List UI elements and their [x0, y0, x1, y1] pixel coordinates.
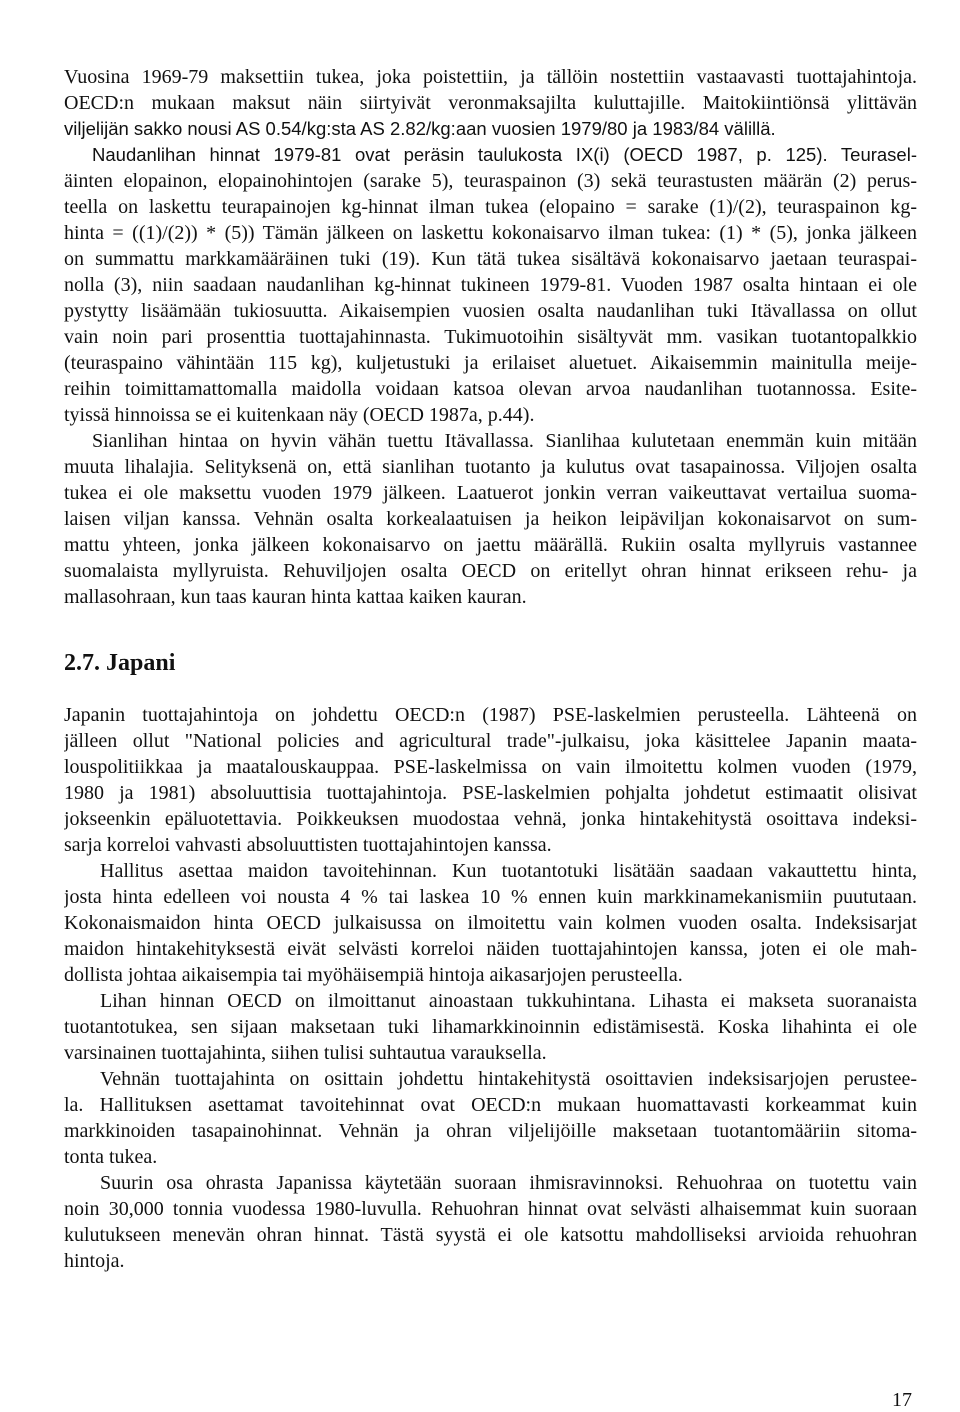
text-line: dollista johtaa aikaisempia tai myöhäisempiä hintoja aikasarjojen perusteella. [64, 964, 683, 986]
text-line: Japanin tuottajahintoja on johdettu OECD:n (1987) PSE-laskelmien perusteella. Lähteenä on [64, 704, 917, 726]
text-line: hinta = ((1)/(2)) * (5)) Tämän jälkeen on laskettu kokonaisarvo ilman tukea: (1) * (5), jonka jälkeen [64, 222, 917, 244]
text-line: la. Hallituksen asettamat tavoitehinnat ovat OECD:n mukaan huomattavasti korkeammat kuin [64, 1094, 917, 1116]
text-line: tyissä hinnoissa se ei kuitenkaan näy (OECD 1987a, p.44). [64, 404, 535, 426]
text-line: kulutukseen menevän ohran hinnat. Tästä syystä ei ole katsottu mahdolliseksi arvioida rehuohran [64, 1224, 917, 1246]
text-line: vain noin pari prosenttia tuottajahinnasta. Tukimuotoihin sisältyvät mm. vasikan tuotantopalkkio [64, 326, 917, 348]
text-line: sarja korreloi vahvasti absoluuttisten tuottajahintojen kanssa. [64, 834, 552, 856]
text-line: 1980 ja 1981) absoluuttisia tuottajahintoja. PSE-laskelmien pohjalta johdetut estimaatit olisivat [64, 782, 917, 804]
text-line: nolla (3), niin saadaan naudanlihan kg-hinnat tukineen 1979-81. Vuoden 1987 osalta hintaan ei ole [64, 274, 917, 296]
text-line: Lihan hinnan OECD on ilmoittanut ainoastaan tukkuhintana. Lihasta ei makseta suoranaista [100, 990, 917, 1012]
text-line: mattu yhteen, jonka jälkeen kokonaisarvo on jaettu määrällä. Rukiin osalta myllyruis vastannee [64, 534, 917, 556]
text-line: Suurin osa ohrasta Japanissa käytetään suoraan ihmisravinnoksi. Rehuohraa on tuotettu vain [100, 1172, 917, 1194]
text-line: reihin toimittamattomalla maidolla voidaan katsoa olevan arvoa naudanlihan tuotannossa. Esite- [64, 378, 917, 400]
text-line: noin 30,000 tonnia vuodessa 1980-luvulla. Rehuohran hinnat ovat selvästi alhaisemmat kuin suoraan [64, 1198, 917, 1220]
text-line: Vehnän tuottajahinta on osittain johdettu hintakehitystä osoittavien indeksisarjojen perustee- [100, 1068, 917, 1090]
text-line: laisen viljan kanssa. Vehnän osalta korkealaatuisen ja heikon leipäviljan kokonaisarvot on sum- [64, 508, 917, 530]
text-line: äinten elopainon, elopainohintojen (sarake 5), teuraspainon (3) sekä teurastusten määrän (2) perus- [64, 170, 917, 192]
text-line: varsinainen tuottajahinta, siihen tulisi suhtautua varauksella. [64, 1042, 547, 1064]
text-line: jokseenkin epäluotettavia. Poikkeuksen muodostaa vehnä, jonka hintakehitystä osoittava indeksi- [64, 808, 917, 830]
text-line: (teuraspaino vähintään 115 kg), kuljetustuki ja erilaiset aluetuet. Aikaisemmin mainitulla meije- [64, 352, 917, 374]
text-line: tukea ei ole maksettu vuoden 1979 jälkeen. Laatuerot jonkin verran vaikeuttavat vertailua suoma- [64, 482, 917, 504]
text-line: louspolitiikkaa ja maatalouskauppaa. PSE-laskelmissa on vain ilmoitettu kolmen vuoden (1979, [64, 756, 917, 778]
text-line: OECD:n mukaan maksut näin siirtyivät veronmaksajilta kuluttajille. Maitokiintiönsä ylittävän [64, 92, 917, 114]
text-line: hintoja. [64, 1250, 125, 1272]
text-line: Naudanlihan hinnat 1979-81 ovat peräsin taulukosta IX(i) (OECD 1987, p. 125). Teurasel- [92, 144, 917, 165]
text-line: jälleen ollut "National policies and agricultural trade"-julkaisu, joka käsittelee Japanin maata- [64, 730, 917, 752]
text-line: muuta lihalajia. Selityksenä on, että sianlihan tuotanto ja kulutus ovat tasapainossa. Viljojen osalta [64, 456, 917, 478]
text-line: Kokonaismaidon hinta OECD julkaisussa on ilmoitettu vain kolmen vuoden osalta. Indeksisarjat [64, 912, 917, 934]
text-line: josta hinta edelleen voi nousta 4 % tai laskea 10 % ennen kuin markkinamekanismiin puututaan. [64, 886, 917, 908]
section-heading: 2.7. Japani [64, 650, 176, 676]
text-line: pystytty lisäämään tukiosuutta. Aikaisempien vuosien osalta naudanlihan tuki Itävallassa on ollut [64, 300, 917, 322]
text-line: Hallitus asettaa maidon tavoitehinnan. Kun tuotantotuki lisätään saadaan vakauttettu hinta, [100, 860, 917, 882]
text-line: viljelijän sakko nousi AS 0.54/kg:sta AS 2.82/kg:aan vuosien 1979/80 ja 1983/84 välillä. [64, 118, 776, 139]
text-line: Sianlihan hintaa on hyvin vähän tuettu Itävallassa. Sianlihaa kulutetaan enemmän kuin mitään [92, 430, 917, 452]
text-line: suomalaista myllyruista. Rehuviljojen osalta OECD on eritellyt ohran hinnat erikseen rehu- ja [64, 560, 917, 582]
text-line: Vuosina 1969-79 maksettiin tukea, joka poistettiin, ja tällöin nostettiin vastaavasti tuottajahintoja. [64, 66, 917, 88]
text-line: tuotantotukea, sen sijaan maksetaan tuki lihamarkkinoinnin edistämisestä. Koska lihahinta ei ole [64, 1016, 917, 1038]
text-line: teella on laskettu teurapainojen kg-hinnat ilman tukea (elopaino = sarake (1)/(2), teuraspainon kg- [64, 196, 917, 218]
text-line: on summattu markkamääräinen tuki (19). Kun tätä tukea sisältävä kokonaisarvo jaetaan teuraspai- [64, 248, 917, 270]
page-number: 17 [892, 1389, 912, 1411]
text-line: tonta tukea. [64, 1146, 158, 1168]
text-line: markkinoiden tasapainohinnat. Vehnän ja ohran viljelijöille maksetaan tuotantomääriin sitoma- [64, 1120, 917, 1142]
text-line: mallasohraan, kun taas kauran hinta kattaa kaiken kauran. [64, 586, 527, 608]
text-line: maidon hintakehityksestä eivät selvästi korreloi näiden tuottajahintojen kanssa, joten ei ole mah- [64, 938, 917, 960]
